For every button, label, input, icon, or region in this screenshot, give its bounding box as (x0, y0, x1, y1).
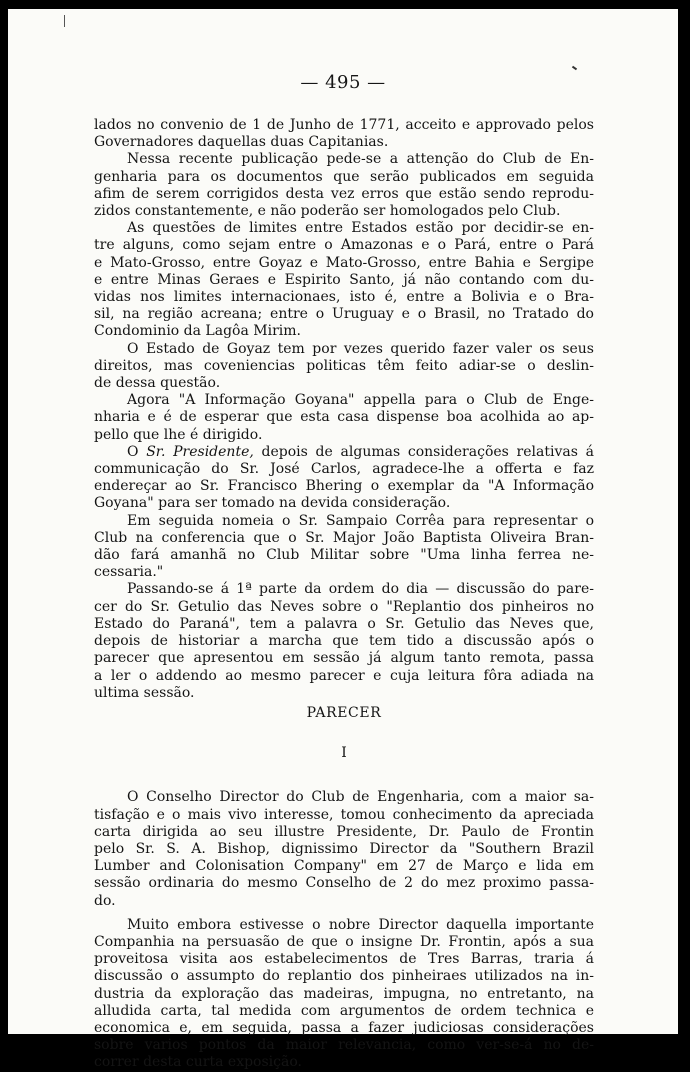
text-line: parecer que apresentou em sessão já algum tanto remota, passa (94, 650, 594, 667)
text-line: sobre varios pontos da maior relevancia, como ver-se-á no de- (94, 1037, 594, 1054)
text-line: tisfação e o mais vivo interesse, tomou conhecimento da apreciada (94, 806, 594, 823)
text-line: e Mato-Grosso, entre Goyaz e Mato-Grosso, entre Bahia e Sergipe (94, 254, 594, 271)
text-line: Club na conferencia que o Sr. Major João Baptista Oliveira Bran- (94, 529, 594, 546)
text-line: Passando-se á 1ª parte da ordem do dia — discussão do pare- (127, 581, 594, 598)
text-line: zidos constantemente, e não poderão ser homologados pelo Club. (94, 203, 561, 220)
text-line: Companhia na persuasão de que o insigne Dr. Frontin, após a sua (94, 933, 594, 950)
text-line: Lumber and Colonisation Company" em 27 de Março e lida em (94, 858, 594, 875)
text-line: Goyana" para ser tomado na devida consideração. (94, 495, 451, 512)
text-line: O Estado de Goyaz tem por vezes querido fazer valer os seus (127, 340, 594, 357)
text-line: economica e, em seguida, passa a fazer judiciosas considerações (94, 1019, 594, 1036)
scan-mark (572, 66, 577, 71)
text-line: cessaria." (94, 564, 164, 581)
text-line: a ler o addendo ao mesmo parecer e cuja leitura fôra adiada na (94, 667, 594, 684)
text-line: discussão o assumpto do replantio dos pinheiraes utilizados na in- (94, 968, 594, 985)
text-line: tre alguns, como sejam entre o Amazonas e o Pará, entre o Pará (94, 237, 594, 254)
page-number: — 495 — (300, 72, 386, 93)
text-fragment: O (127, 443, 147, 460)
text-line: alludida carta, tal medida com argumentos de ordem technica e (94, 1002, 594, 1019)
section-heading: PARECER (306, 704, 382, 721)
text-line: lados no convenio de 1 de Junho de 1771, acceito e approvado pelos (94, 117, 594, 133)
text-line: Em seguida nomeia o Sr. Sampaio Corrêa para representar o (127, 512, 594, 529)
text-line: direitos, mas coveniencias politicas têm feito adiar-se o deslin- (94, 357, 594, 374)
text-line: proveitosa visita aos estabelecimentos de Tres Barras, traria á (94, 951, 594, 968)
text-line: depois de historiar a marcha que tem tido a discussão após o (94, 633, 594, 650)
text-line: pello que lhe é dirigido. (94, 426, 263, 443)
text-line: vidas nos limites internacionaes, isto é, entre a Bolivia e o Bra- (94, 289, 594, 306)
text-line: Nessa recente publicação pede-se a attenção do Club de En- (127, 151, 594, 168)
text-line: afim de serem corrigidos desta vez erros que estão sendo reprodu- (94, 185, 594, 202)
text-line: sil, na região acreana; entre o Uruguay e o Brasil, no Tratado do (94, 306, 594, 323)
text-line: O Conselho Director do Club de Engenharia, com a maior sa- (127, 789, 594, 806)
text-line: carta dirigida ao seu illustre Presidente, Dr. Paulo de Frontin (94, 823, 594, 840)
text-line: As questões de limites entre Estados estão por decidir-se en- (127, 220, 594, 237)
text-line: ultima sessão. (94, 684, 195, 701)
scan-mark (64, 15, 65, 27)
text-line: dão fará amanhã no Club Militar sobre "Uma linha ferrea ne- (94, 547, 594, 564)
text-fragment: depois de algumas considerações relativas á (253, 443, 594, 460)
text-line: Agora "A Informação Goyana" appella para o Club de Enge- (127, 392, 594, 409)
text-line: e entre Minas Geraes e Espirito Santo, já não contando com du- (94, 271, 594, 288)
text-line: endereçar ao Sr. Francisco Bhering o exemplar da "A Informação (94, 478, 594, 495)
text-line (94, 444, 594, 461)
text-line: genharia para os documentos que serão publicados em seguida (94, 168, 594, 185)
text-line: nharia e é de esperar que esta casa dispense boa acolhida ao ap- (94, 409, 594, 426)
text-line: Estado do Paraná", tem a palavra o Sr. Getulio das Neves que, (94, 615, 594, 632)
text-line: pelo Sr. S. A. Bishop, dignissimo Director da "Southern Brazil (94, 840, 594, 857)
text-line: do. (94, 892, 116, 909)
text-line: communicação do Sr. José Carlos, agradece-lhe a offerta e faz (94, 461, 594, 478)
section-number: I (341, 745, 347, 762)
text-line: dustria da exploração das madeiras, impugna, no entretanto, na (94, 985, 594, 1002)
text-line: Governadores daquellas duas Capitanias. (94, 134, 389, 151)
text-line: Muito embora estivesse o nobre Director daquella importante (127, 916, 594, 933)
text-line: Condominio da Lagôa Mirim. (94, 323, 301, 340)
text-line: de dessa questão. (94, 375, 221, 392)
document-page (8, 9, 678, 1071)
document-body (94, 117, 594, 1072)
president-title: Sr. Presidente, (146, 443, 254, 460)
text-line: correr desta curta exposição. (94, 1054, 302, 1071)
text-line: sessão ordinaria do mesmo Conselho de 2 do mez proximo passa- (94, 875, 594, 892)
text-line: cer do Sr. Getulio das Neves sobre o "Replantio dos pinheiros no (94, 598, 594, 615)
